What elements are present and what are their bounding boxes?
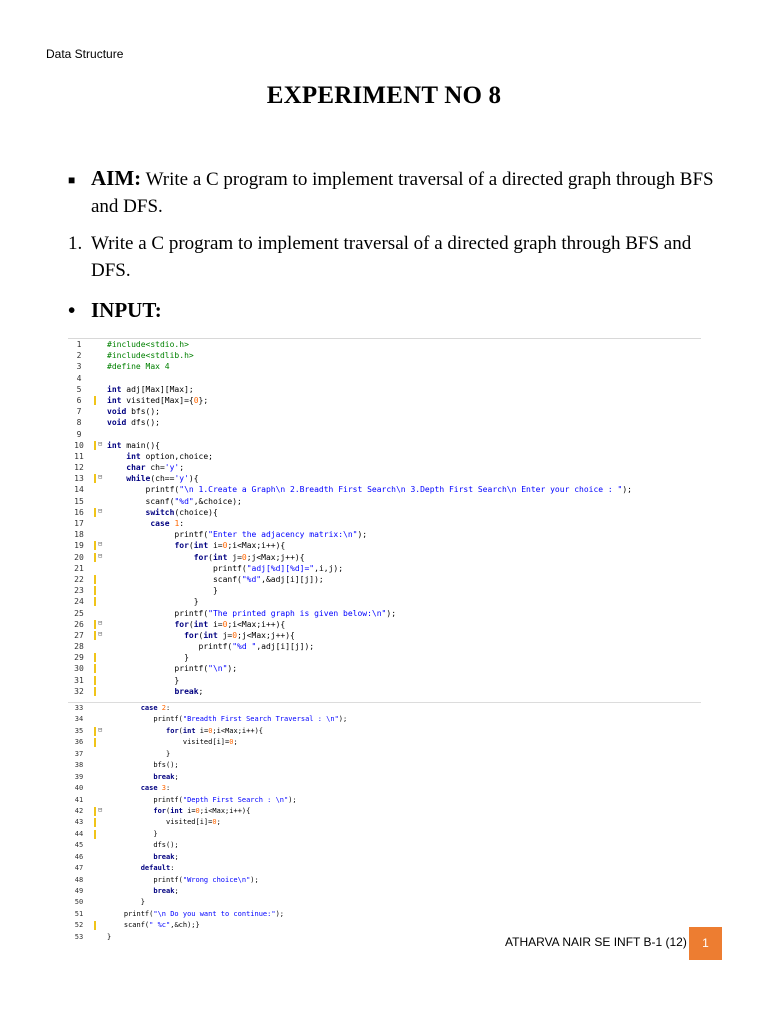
line-number: 6 bbox=[76, 395, 82, 405]
line-number: 45 bbox=[74, 841, 84, 850]
code-line bbox=[68, 518, 701, 529]
change-marker-icon bbox=[94, 641, 106, 652]
item-text: Write a C program to implement traversal of a directed graph through BFS and DFS. bbox=[91, 233, 692, 281]
code-line bbox=[68, 749, 701, 760]
code-line bbox=[68, 840, 701, 851]
code-line bbox=[68, 726, 701, 737]
code-text: for(int j=0;j<Max;j++){ bbox=[193, 552, 305, 562]
change-marker-icon bbox=[94, 373, 106, 384]
change-marker-icon bbox=[94, 361, 106, 372]
change-marker-icon bbox=[94, 886, 106, 897]
input-label: INPUT: bbox=[91, 298, 162, 322]
line-number: 14 bbox=[74, 485, 84, 495]
change-marker-icon bbox=[94, 863, 106, 874]
line-number: 51 bbox=[74, 909, 84, 918]
line-number: 29 bbox=[74, 653, 84, 663]
code-text: #include<stdlib.h> bbox=[107, 351, 194, 361]
code-text: } bbox=[107, 932, 112, 941]
code-text: bfs(); bbox=[107, 761, 179, 770]
line-number: 39 bbox=[74, 772, 84, 781]
change-marker-icon bbox=[94, 473, 106, 484]
code-line bbox=[68, 663, 701, 674]
code-line bbox=[68, 852, 701, 863]
code-line bbox=[68, 484, 701, 495]
code-text: scanf("%d",&choice); bbox=[107, 496, 242, 506]
code-line bbox=[68, 361, 701, 372]
line-number: 36 bbox=[74, 738, 84, 747]
line-number: 30 bbox=[74, 664, 84, 674]
line-number: 32 bbox=[74, 686, 84, 696]
change-marker-icon bbox=[94, 484, 106, 495]
code-line bbox=[68, 608, 701, 619]
code-text: printf("%d ",adj[i][j]); bbox=[107, 642, 315, 652]
change-marker-icon bbox=[94, 406, 106, 417]
line-number: 38 bbox=[74, 761, 84, 770]
code-line bbox=[68, 373, 701, 384]
line-number: 19 bbox=[74, 541, 84, 551]
line-number: 49 bbox=[74, 887, 84, 895]
code-line bbox=[68, 619, 701, 630]
code-text: case 2: bbox=[140, 704, 171, 712]
code-text: printf("\n Do you want to continue:"); bbox=[107, 909, 285, 918]
code-line bbox=[68, 783, 701, 794]
code-text: break; bbox=[153, 772, 179, 781]
code-text: #include<stdio.h> bbox=[107, 340, 189, 349]
code-text: void bfs(); bbox=[107, 407, 160, 417]
change-marker-icon bbox=[94, 552, 106, 563]
code-line bbox=[68, 339, 701, 350]
running-header: Data Structure bbox=[46, 47, 124, 61]
input-heading bbox=[68, 298, 162, 323]
code-line bbox=[68, 429, 701, 440]
code-text: printf("Wrong choice\n"); bbox=[107, 875, 259, 884]
line-number: 26 bbox=[74, 619, 84, 629]
code-text: printf("Enter the adjacency matrix:\n"); bbox=[107, 530, 368, 540]
aim-label: AIM: bbox=[91, 166, 142, 190]
line-number: 44 bbox=[74, 829, 84, 838]
code-text: int main(){ bbox=[107, 440, 160, 450]
code-text: break; bbox=[153, 887, 179, 895]
code-line bbox=[68, 585, 701, 596]
code-text: } bbox=[107, 898, 145, 907]
change-marker-icon bbox=[94, 772, 106, 783]
change-marker-icon bbox=[94, 384, 106, 395]
code-line bbox=[68, 552, 701, 563]
change-marker-icon bbox=[94, 806, 106, 817]
line-number: 48 bbox=[74, 875, 84, 884]
line-number: 35 bbox=[74, 726, 84, 735]
code-line bbox=[68, 795, 701, 806]
change-marker-icon bbox=[94, 339, 106, 350]
code-text: #define Max 4 bbox=[107, 362, 170, 372]
change-marker-icon bbox=[94, 596, 106, 607]
code-text: printf("\n 1.Create a Graph\n 2.Breadth First Search\n 3.Depth First Search\n Enter your choice : "); bbox=[107, 485, 632, 495]
line-number: 17 bbox=[74, 519, 84, 528]
code-text: switch(choice){ bbox=[145, 507, 218, 517]
code-text: break; bbox=[153, 852, 179, 861]
code-text: int visited[Max]={0}; bbox=[107, 395, 209, 405]
square-bullet-icon: ■ bbox=[68, 173, 76, 187]
code-line bbox=[68, 714, 701, 725]
code-line bbox=[68, 473, 701, 484]
change-marker-icon bbox=[94, 817, 106, 828]
code-line bbox=[68, 574, 701, 585]
change-marker-icon bbox=[94, 703, 106, 714]
numbered-item-1 bbox=[68, 230, 728, 284]
code-line bbox=[68, 417, 701, 428]
line-number: 18 bbox=[74, 530, 84, 540]
code-line bbox=[68, 737, 701, 748]
line-number: 25 bbox=[74, 608, 84, 618]
code-line bbox=[68, 451, 701, 462]
change-marker-icon bbox=[94, 518, 106, 529]
change-marker-icon bbox=[94, 585, 106, 596]
aim-text: Write a C program to implement traversal of a directed graph through BFS and DFS. bbox=[91, 169, 714, 217]
item-number: 1. bbox=[68, 233, 83, 254]
line-number: 41 bbox=[74, 795, 84, 804]
change-marker-icon bbox=[94, 563, 106, 574]
change-marker-icon bbox=[94, 932, 106, 943]
line-number: 8 bbox=[76, 418, 82, 428]
line-number: 31 bbox=[74, 675, 84, 685]
line-number: 5 bbox=[76, 384, 82, 394]
line-number: 43 bbox=[74, 818, 84, 827]
line-number: 7 bbox=[76, 407, 82, 417]
code-text: visited[i]=0; bbox=[107, 738, 238, 747]
change-marker-icon bbox=[94, 897, 106, 908]
code-text: printf("Breadth First Search Traversal : \n"); bbox=[107, 715, 348, 724]
line-number: 27 bbox=[74, 630, 84, 640]
line-number: 42 bbox=[74, 806, 84, 815]
line-number: 53 bbox=[74, 932, 84, 941]
code-text: printf("adj[%d][%d]=",i,j); bbox=[107, 563, 344, 573]
line-number: 20 bbox=[74, 552, 84, 562]
change-marker-icon bbox=[94, 749, 106, 760]
line-number: 47 bbox=[74, 864, 84, 873]
code-text: for(int j=0;j<Max;j++){ bbox=[184, 630, 295, 640]
change-marker-icon bbox=[94, 686, 106, 697]
aim-paragraph bbox=[68, 165, 728, 220]
code-text: printf("\n"); bbox=[107, 664, 238, 674]
code-text: } bbox=[107, 675, 180, 685]
change-marker-icon bbox=[94, 920, 106, 931]
code-line bbox=[68, 507, 701, 518]
code-line bbox=[68, 829, 701, 840]
line-number: 24 bbox=[74, 597, 84, 607]
code-line bbox=[68, 630, 701, 641]
change-marker-icon bbox=[94, 909, 106, 920]
code-text: for(int i=0;i<Max;i++){ bbox=[153, 806, 251, 815]
code-text: default: bbox=[140, 864, 175, 873]
code-line bbox=[68, 563, 701, 574]
line-number: 3 bbox=[76, 362, 82, 372]
code-line bbox=[68, 596, 701, 607]
change-marker-icon bbox=[94, 726, 106, 737]
change-marker-icon bbox=[94, 852, 106, 863]
code-line bbox=[68, 540, 701, 551]
code-line bbox=[68, 652, 701, 663]
change-marker-icon bbox=[94, 737, 106, 748]
line-number: 9 bbox=[76, 429, 82, 439]
code-line bbox=[68, 772, 701, 783]
code-text: break; bbox=[174, 686, 204, 696]
code-line bbox=[68, 897, 701, 908]
change-marker-icon bbox=[94, 395, 106, 406]
code-line bbox=[68, 496, 701, 507]
line-number: 16 bbox=[74, 507, 84, 517]
line-number: 46 bbox=[74, 852, 84, 861]
line-number: 34 bbox=[74, 715, 84, 724]
code-line bbox=[68, 806, 701, 817]
change-marker-icon bbox=[94, 507, 106, 518]
code-line bbox=[68, 686, 701, 697]
code-screenshot-part-1 bbox=[68, 338, 701, 701]
line-number: 21 bbox=[74, 563, 84, 573]
code-line bbox=[68, 920, 701, 931]
change-marker-icon bbox=[94, 630, 106, 641]
change-marker-icon bbox=[94, 875, 106, 886]
code-line bbox=[68, 350, 701, 361]
code-line bbox=[68, 863, 701, 874]
code-text: for(int i=0;i<Max;i++){ bbox=[174, 541, 286, 551]
code-text: for(int i=0;i<Max;i++){ bbox=[174, 619, 286, 629]
code-text: void dfs(); bbox=[107, 418, 160, 428]
line-number: 22 bbox=[74, 574, 84, 584]
change-marker-icon bbox=[94, 783, 106, 794]
code-text: scanf(" %c",&ch);} bbox=[107, 921, 200, 930]
code-text: int adj[Max][Max]; bbox=[107, 384, 194, 394]
code-text: while(ch=='y'){ bbox=[126, 474, 199, 484]
line-number: 1 bbox=[76, 340, 82, 349]
line-number: 11 bbox=[74, 451, 84, 461]
code-line bbox=[68, 675, 701, 686]
code-line bbox=[68, 703, 701, 714]
line-number: 13 bbox=[74, 474, 84, 484]
line-number: 50 bbox=[74, 898, 84, 907]
code-text: scanf("%d",&adj[i][j]); bbox=[107, 574, 324, 584]
line-number: 10 bbox=[74, 440, 84, 450]
change-marker-icon bbox=[94, 417, 106, 428]
code-text: char ch='y'; bbox=[126, 463, 185, 473]
change-marker-icon bbox=[94, 440, 106, 451]
code-text: for(int i=0;i<Max;i++){ bbox=[166, 726, 263, 735]
line-number: 15 bbox=[74, 496, 84, 506]
change-marker-icon bbox=[94, 829, 106, 840]
page-title: EXPERIMENT NO 8 bbox=[266, 82, 502, 109]
code-text: printf("The printed graph is given below:\n"); bbox=[107, 608, 397, 618]
code-text: } bbox=[107, 829, 158, 838]
line-number: 28 bbox=[74, 642, 84, 652]
code-text: case 3: bbox=[140, 784, 171, 793]
page-number: 1 bbox=[689, 927, 722, 960]
footer-author: ATHARVA NAIR SE INFT B-1 (12) bbox=[505, 935, 687, 949]
code-line bbox=[68, 462, 701, 473]
code-text: int option,choice; bbox=[126, 451, 213, 461]
code-text: case 1: bbox=[150, 519, 185, 528]
change-marker-icon bbox=[94, 760, 106, 771]
code-line bbox=[68, 641, 701, 652]
line-number: 52 bbox=[74, 921, 84, 930]
change-marker-icon bbox=[94, 451, 106, 462]
line-number: 37 bbox=[74, 749, 84, 758]
code-line bbox=[68, 440, 701, 451]
change-marker-icon bbox=[94, 675, 106, 686]
code-text: dfs(); bbox=[107, 841, 179, 850]
code-line bbox=[68, 909, 701, 920]
code-line bbox=[68, 384, 701, 395]
code-text: } bbox=[107, 653, 189, 663]
code-line bbox=[68, 875, 701, 886]
round-bullet-icon: • bbox=[68, 298, 76, 322]
code-text: visited[i]=0; bbox=[107, 818, 221, 827]
line-number: 23 bbox=[74, 586, 84, 596]
code-line bbox=[68, 760, 701, 771]
code-text: } bbox=[107, 749, 171, 758]
change-marker-icon bbox=[94, 350, 106, 361]
line-number: 12 bbox=[74, 463, 84, 473]
code-line bbox=[68, 886, 701, 897]
code-line bbox=[68, 406, 701, 417]
line-number: 33 bbox=[74, 704, 84, 712]
line-number: 2 bbox=[76, 351, 82, 361]
change-marker-icon bbox=[94, 840, 106, 851]
change-marker-icon bbox=[94, 574, 106, 585]
code-line bbox=[68, 817, 701, 828]
code-text: } bbox=[107, 597, 199, 607]
change-marker-icon bbox=[94, 652, 106, 663]
code-screenshot-part-2 bbox=[68, 702, 701, 941]
code-line bbox=[68, 529, 701, 540]
code-text: printf("Depth First Search : \n"); bbox=[107, 795, 297, 804]
code-text: } bbox=[107, 586, 218, 596]
code-line bbox=[68, 395, 701, 406]
line-number: 40 bbox=[74, 784, 84, 793]
line-number: 4 bbox=[76, 373, 82, 383]
change-marker-icon bbox=[94, 663, 106, 674]
